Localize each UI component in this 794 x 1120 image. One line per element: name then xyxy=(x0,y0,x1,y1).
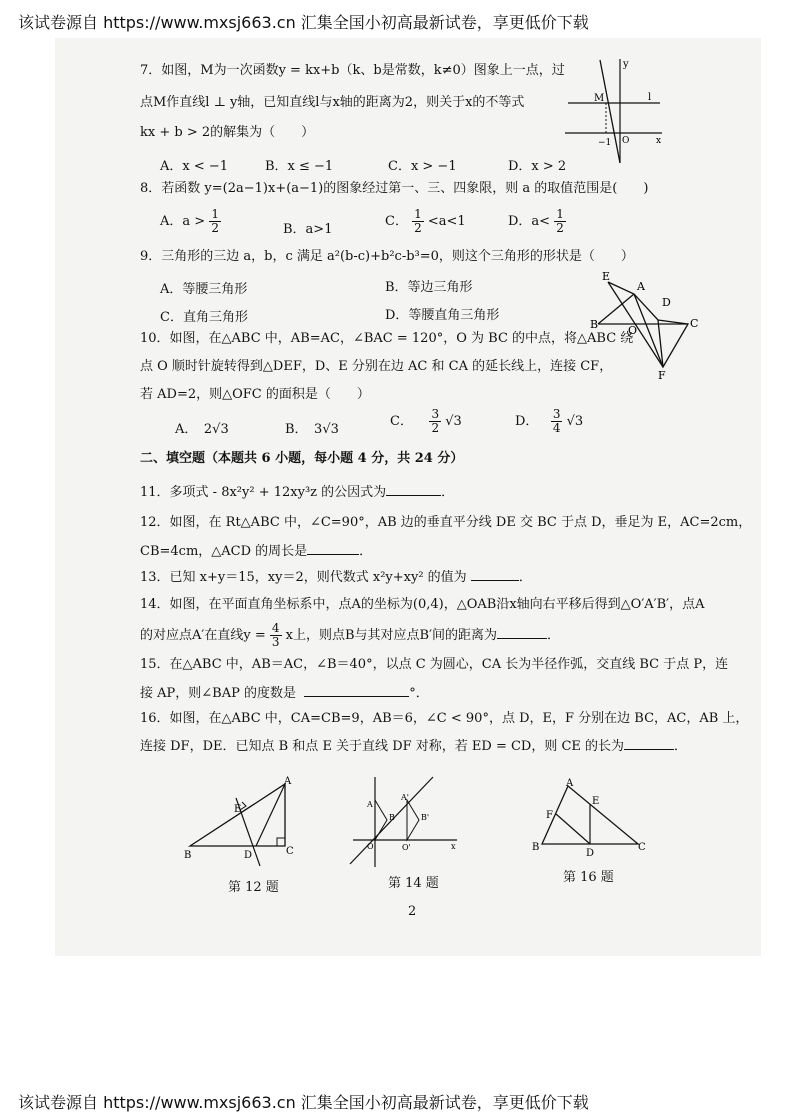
watermark-bottom: 该试卷源自 https://www.mxsj663.cn 汇集全国小初高最新试卷，享更低价下载 xyxy=(18,1093,589,1112)
q7-line3: kx + b > 2的解集为（ ） xyxy=(140,125,315,140)
q10-fig-a: A xyxy=(637,280,645,293)
q7-figure xyxy=(560,55,670,165)
q9-option-c: C．直角三角形 xyxy=(160,310,248,325)
q10-fig-c: C xyxy=(690,317,699,330)
q14-line1: 14．如图，在平面直角坐标系中，点A的坐标为(0,4)，△OAB沿x轴向右平移后得到△O′A′B′，点A xyxy=(140,597,705,612)
q9-option-a: A．等腰三角形 xyxy=(160,282,248,297)
q9-option-d: D．等腰直角三角形 xyxy=(385,308,500,323)
figure-16-caption: 第 16 题 xyxy=(563,870,614,885)
q10-fig-f: F xyxy=(658,369,666,380)
q12-line1: 12．如图，在 Rt△ABC 中，∠C=90°，AB 边的垂直平分线 DE 交 BC 于点 D，垂足为 E，AC=2cm， xyxy=(140,515,752,530)
f16-e: E xyxy=(592,796,600,807)
q10-fig-o: O xyxy=(628,324,638,337)
q10-line2: 点 O 顺时针旋转得到△DEF，D、E 分别在边 AC 和 CA 的延长线上，连接 CF， xyxy=(140,359,613,374)
q8-option-b: B．a>1 xyxy=(283,222,333,237)
q7-fig-x: x xyxy=(656,136,662,146)
q7-fig-m: M xyxy=(594,93,605,104)
q7-line1: 7．如图，M为一次函数y = kx+b（k、b是常数，k≠0）图象上一点，过 xyxy=(140,63,565,78)
q8-option-d: D．a< $\frac{1}{2}$ xyxy=(508,207,564,235)
watermark-top: 该试卷源自 https://www.mxsj663.cn 汇集全国小初高最新试卷，享更低价下载 xyxy=(18,13,589,32)
q10-option-d: D． $\frac{3}{4}$ √3 xyxy=(515,407,584,435)
f12-d: D xyxy=(244,850,253,861)
q7-option-c: C．x > −1 xyxy=(388,159,457,174)
f16-c: C xyxy=(638,842,646,853)
q13: 13．已知 x+y＝15，xy＝2，则代数式 x²y+xy² 的值为 ． xyxy=(140,570,532,585)
figure-12 xyxy=(180,776,300,866)
page-number: 2 xyxy=(408,904,417,919)
f12-b: B xyxy=(184,850,192,861)
q7-line2: 点M作直线l ⊥ y轴，已知直线l与x轴的距离为2，则关于x的不等式 xyxy=(140,95,525,110)
q15-line2: 接 AP，则∠BAP 的度数是 °． xyxy=(140,686,429,701)
f12-c: C xyxy=(286,846,294,857)
q16-line2: 连接 DF，DE．已知点 B 和点 E 关于直线 DF 对称，若 ED = CD，则 CE 的长为 ． xyxy=(140,739,688,754)
q10-option-b: B． 3√3 xyxy=(285,422,339,437)
q9-option-b: B．等边三角形 xyxy=(385,280,473,295)
f14-a: A xyxy=(367,800,373,809)
q10-fig-b: B xyxy=(590,318,599,331)
q8-option-c: C． $\frac{1}{2}$ <a<1 xyxy=(385,207,466,235)
figure-14-caption: 第 14 题 xyxy=(388,876,439,891)
f16-d: D xyxy=(586,848,595,859)
f14-o: O xyxy=(367,842,374,851)
f16-b: B xyxy=(532,842,540,853)
q10-line3: 若 AD=2，则△OFC 的面积是（ ） xyxy=(140,387,370,402)
section-2-heading: 二、填空题（本题共 6 小题，每小题 4 分，共 24 分） xyxy=(140,451,464,466)
figure-16 xyxy=(530,778,650,863)
q8-option-a: A．a > $\frac{1}{2}$ xyxy=(160,207,219,235)
f16-a: A xyxy=(566,778,574,789)
q14-line2: 的对应点A′在直线y = $\frac{4}{3}$ x上，则点B与其对应点B′间的距离为 ． xyxy=(140,621,561,649)
q7-option-a: A．x < −1 xyxy=(160,159,229,174)
q11: 11．多项式 - 8x²y² + 12xy³z 的公因式为 ． xyxy=(140,485,455,500)
q7-fig-l: l xyxy=(648,92,652,103)
q10-option-a: A． 2√3 xyxy=(175,422,229,437)
q7-option-d: D．x > 2 xyxy=(508,159,567,174)
q12-line2: CB=4cm，△ACD 的周长是 ． xyxy=(140,544,373,559)
f16-f: F xyxy=(546,810,553,821)
f14-x: x xyxy=(451,842,456,851)
q9-stem: 9．三角形的三边 a，b，c 满足 a²(b-c)+b²c-b³=0，则这个三角形的形状是（ ） xyxy=(140,249,634,264)
f14-o-prime: O' xyxy=(402,843,411,852)
f12-e: E xyxy=(234,804,242,815)
q10-fig-e: E xyxy=(602,270,611,283)
q7-fig-minus1: −1 xyxy=(598,138,612,148)
q8-stem: 8．若函数 y=(2a−1)x+(a−1)的图象经过第一、三、四象限，则 a 的取值范围是( ) xyxy=(140,181,649,196)
q10-option-c: C． $\frac{3}{2}$ √3 xyxy=(390,407,462,435)
q7-option-b: B．x ≤ −1 xyxy=(265,159,334,174)
q16-line1: 16．如图，在△ABC 中，CA=CB=9，AB＝6，∠C < 90°，点 D，E，F 分别在边 BC，AC，AB 上， xyxy=(140,711,749,726)
q15-line1: 15．在△ABC 中，AB＝AC，∠B＝40°，以点 C 为圆心，CA 长为半径作弧，交直线 BC 于点 P，连 xyxy=(140,657,729,672)
f12-a: A xyxy=(284,776,292,787)
figure-12-caption: 第 12 题 xyxy=(228,880,279,895)
q7-fig-o: O xyxy=(622,136,630,146)
f14-b-prime: B' xyxy=(421,813,430,822)
f14-b: B xyxy=(389,813,395,822)
q7-fig-y: y xyxy=(623,59,629,70)
q10-fig-d: D xyxy=(662,296,671,309)
figure-14 xyxy=(345,772,465,872)
f14-a-prime: A' xyxy=(401,793,409,802)
q10-line1: 10．如图，在△ABC 中，AB=AC，∠BAC = 120°，O 为 BC 的中点，将△ABC 绕 xyxy=(140,331,634,346)
